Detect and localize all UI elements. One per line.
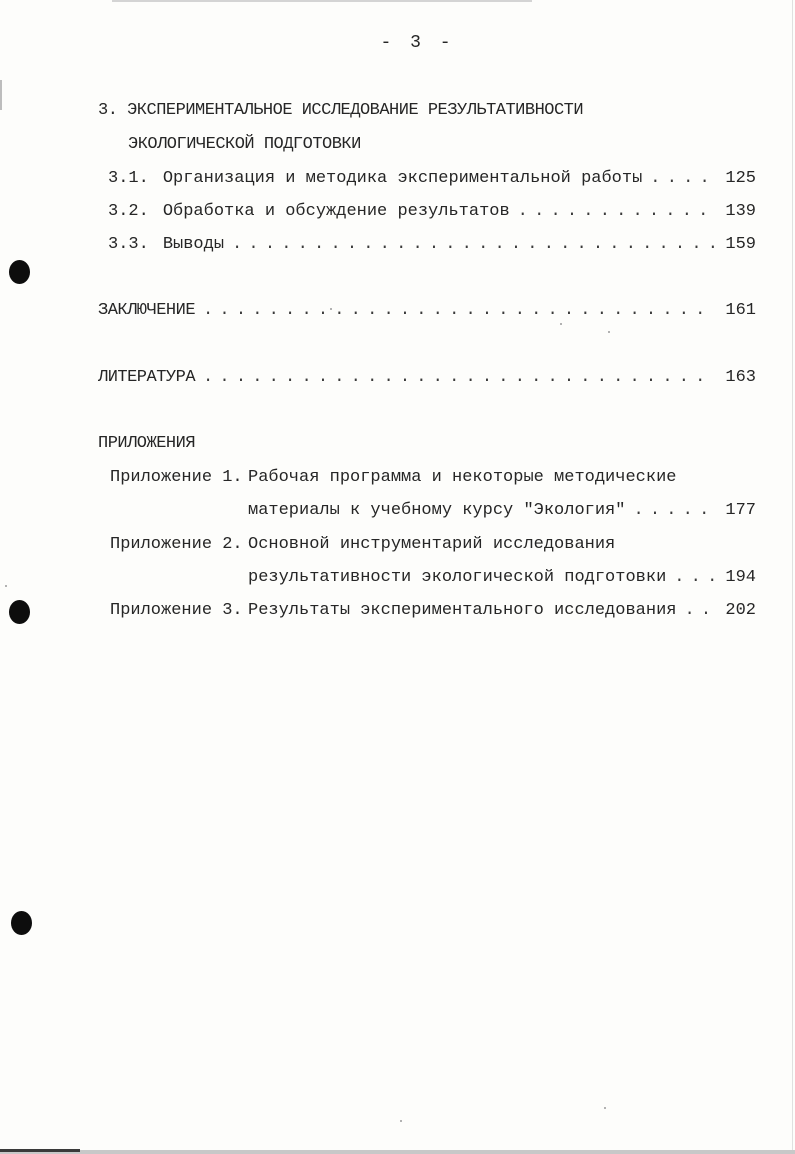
literature-title: ЛИТЕРАТУРА [98, 368, 196, 387]
appendices-title: ПРИЛОЖЕНИЯ [98, 434, 196, 453]
appendix-3-title: Результаты экспериментального исследования [248, 601, 677, 620]
scan-speck [5, 585, 7, 587]
toc-entry-conclusion [98, 299, 756, 323]
appendix-2-title-line-2: результативности экологической подготовки [248, 568, 667, 587]
page-ref: 202 [725, 601, 756, 620]
page-ref: 177 [725, 501, 756, 520]
page-ref: 161 [725, 301, 756, 320]
scan-edge-bottom [0, 1150, 795, 1154]
page-ref: 163 [725, 368, 756, 387]
toc-entry-3-2 [108, 200, 756, 224]
page-number: - 3 - [380, 33, 455, 53]
section-number: 3.3. [108, 235, 149, 254]
leader-dots [518, 200, 714, 224]
toc-entry-3-3 [108, 233, 756, 257]
page-ref: 139 [725, 202, 756, 221]
appendix-1-title-line-2: материалы к учебному курсу "Экология" [248, 501, 626, 520]
leader-dots [674, 566, 714, 590]
section-number: 3.2. [108, 202, 149, 221]
leader-dots [633, 499, 714, 523]
appendix-3-label: Приложение 3. [110, 601, 243, 620]
appendix-1-label: Приложение 1. [110, 468, 243, 487]
appendix-2-label: Приложение 2. [110, 535, 243, 554]
page-ref: 125 [725, 169, 756, 188]
binder-hole-3 [11, 911, 32, 935]
binder-hole-2 [9, 600, 30, 624]
scan-edge-left [0, 80, 2, 110]
appendix-2-title-line-1: Основной инструментарий исследования [248, 535, 616, 554]
leader-dots [684, 599, 714, 623]
page-ref: 194 [725, 568, 756, 587]
leader-dots [232, 233, 714, 257]
chapter-title-line-2: ЭКОЛОГИЧЕСКОЙ ПОДГОТОВКИ [128, 135, 361, 154]
section-number: 3.1. [108, 169, 149, 188]
section-title: Выводы [162, 235, 225, 254]
scan-speck [604, 1107, 606, 1109]
toc-entry-appendix-2 [248, 566, 756, 590]
scan-speck [400, 1120, 402, 1122]
scan-edge-bottom-dark [0, 1149, 80, 1152]
page-ref: 159 [725, 235, 756, 254]
scan-speck [560, 323, 562, 325]
toc-entry-appendix-1 [248, 499, 756, 523]
scan-edge-right [792, 0, 793, 1154]
leader-dots [203, 299, 714, 323]
section-title: Обработка и обсуждение результатов [162, 202, 510, 221]
toc-entry-3-1 [108, 167, 756, 191]
toc-entry-appendix-3 [248, 599, 756, 623]
leader-dots [203, 366, 714, 390]
scan-speck [608, 331, 610, 333]
leader-dots [650, 167, 714, 191]
binder-hole-1 [9, 260, 30, 284]
scan-edge-top [112, 0, 532, 2]
chapter-title-line-1: 3. ЭКСПЕРИМЕНТАЛЬНОЕ ИССЛЕДОВАНИЕ РЕЗУЛЬТАТИВНОСТИ [98, 101, 584, 120]
conclusion-title: ЗАКЛЮЧЕНИЕ [98, 301, 196, 320]
appendix-1-title-line-1: Рабочая программа и некоторые методические [248, 468, 677, 487]
section-title: Организация и методика экспериментальной работы [162, 169, 643, 188]
toc-entry-literature [98, 366, 756, 390]
